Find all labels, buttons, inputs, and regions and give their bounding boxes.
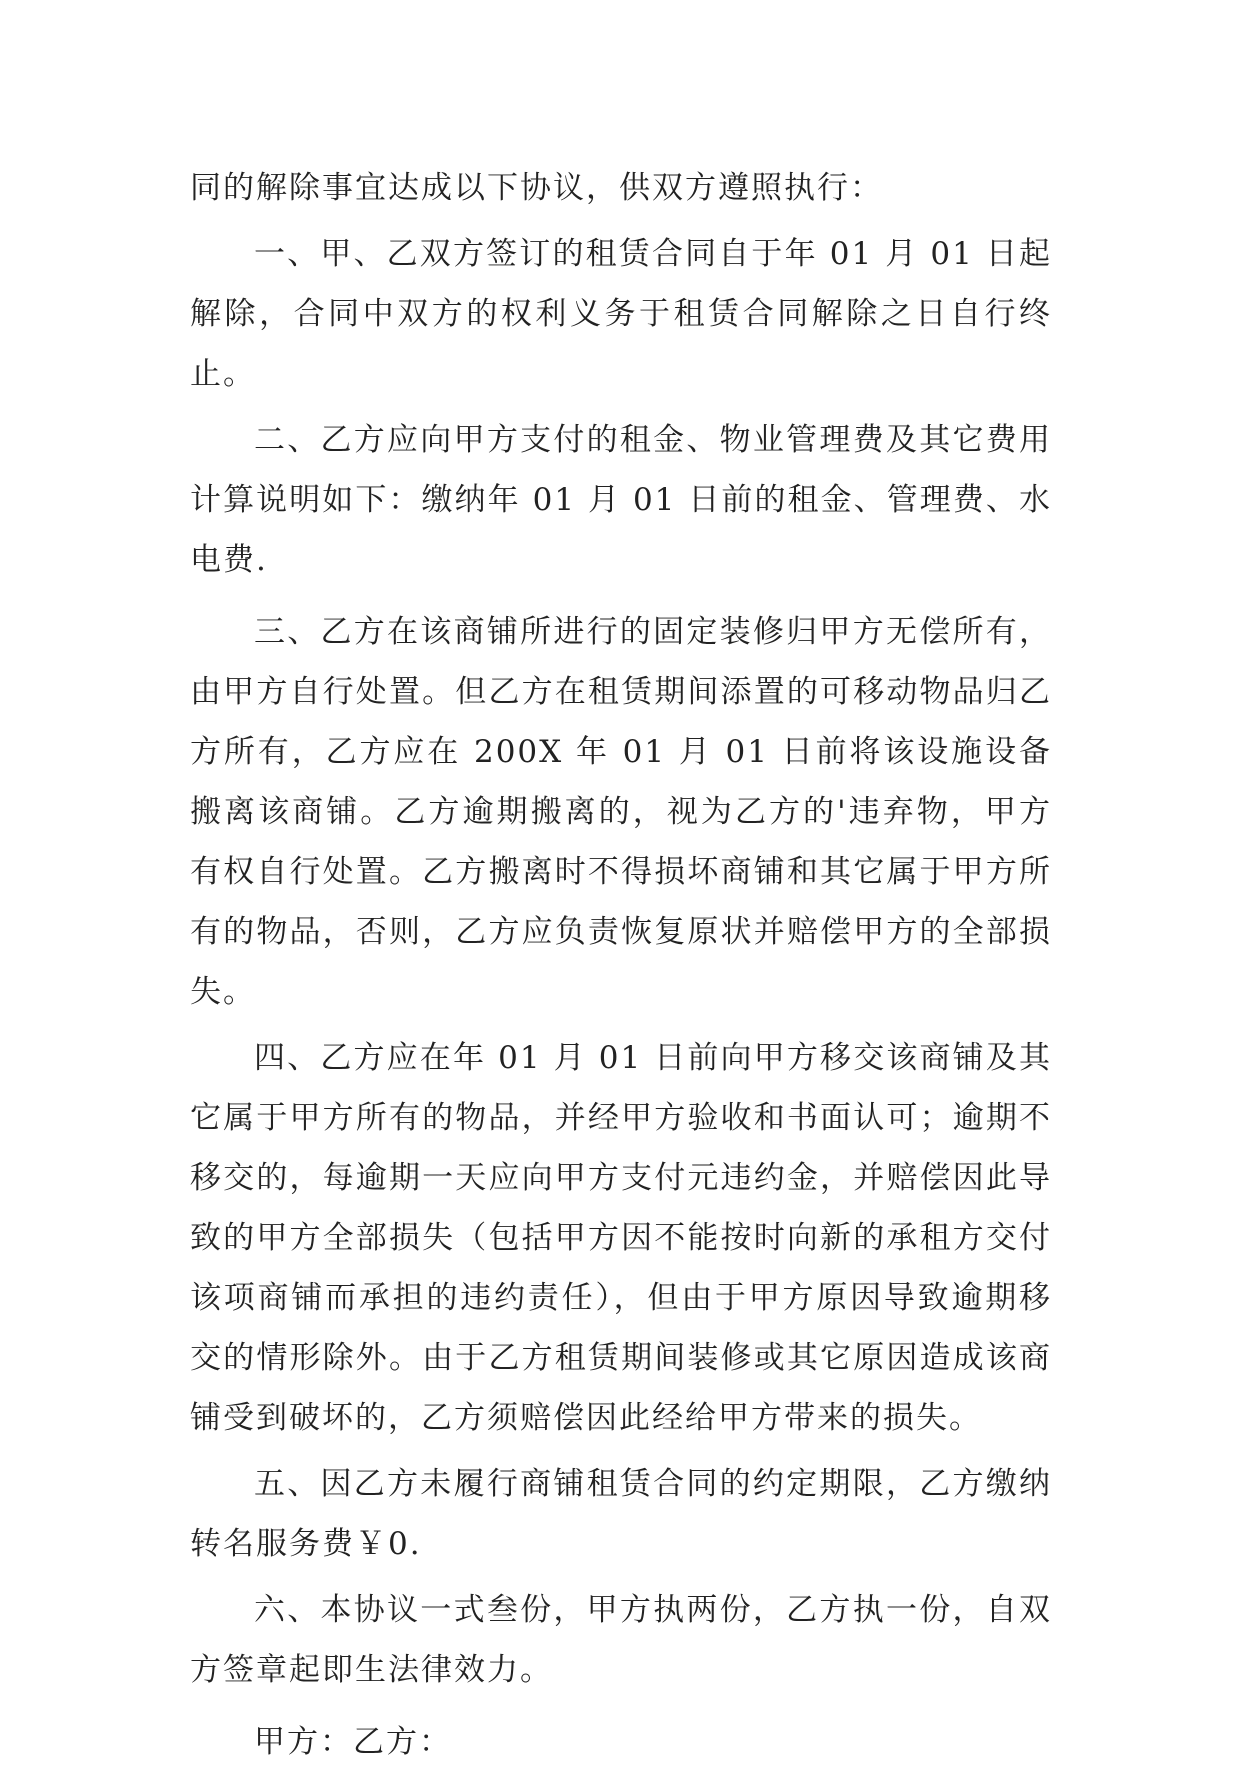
paragraph-clause-6: 六、本协议一式叁份，甲方执两份，乙方执一份，自双方签章起即生法律效力。 bbox=[190, 1592, 1052, 1688]
paragraph-intro: 同的解除事宜达成以下协议，供双方遵照执行： bbox=[190, 170, 883, 206]
signature-line: 甲方：乙方： bbox=[254, 1724, 452, 1760]
document-body bbox=[190, 158, 1052, 1772]
paragraph-clause-1: 一、甲、乙双方签订的租赁合同自于年 01 月 01 日起解除，合同中双方的权利义务于租赁合同解除之日自行终止。 bbox=[190, 236, 1052, 392]
paragraph-clause-3: 三、乙方在该商铺所进行的固定装修归甲方无偿所有，由甲方自行处置。但乙方在租赁期间添置的可移动物品归乙方所有，乙方应在 200X 年 01 月 01 日前将该设施设备搬离该商铺。乙方逾期搬离的，视为乙方的'违弃物，甲方有权自行处置。乙方搬离时不得损坏商铺和其它属于甲方所有的物品，否则，乙方应负责恢复原状并赔偿甲方的全部损失。 bbox=[190, 614, 1052, 1010]
paragraph-clause-4: 四、乙方应在年 01 月 01 日前向甲方移交该商铺及其它属于甲方所有的物品，并经甲方验收和书面认可；逾期不移交的，每逾期一天应向甲方支付元违约金，并赔偿因此导致的甲方全部损失（包括甲方因不能按时向新的承租方交付该项商铺而承担的违约责任），但由于甲方原因导致逾期移交的情形除外。由于乙方租赁期间装修或其它原因造成该商铺受到破坏的，乙方须赔偿因此经给甲方带来的损失。 bbox=[190, 1040, 1052, 1436]
paragraph-clause-5: 五、因乙方未履行商铺租赁合同的约定期限，乙方缴纳转名服务费￥0. bbox=[190, 1466, 1052, 1562]
paragraph-clause-2: 二、乙方应向甲方支付的租金、物业管理费及其它费用计算说明如下：缴纳年 01 月 01 日前的租金、管理费、水电费. bbox=[190, 422, 1052, 578]
